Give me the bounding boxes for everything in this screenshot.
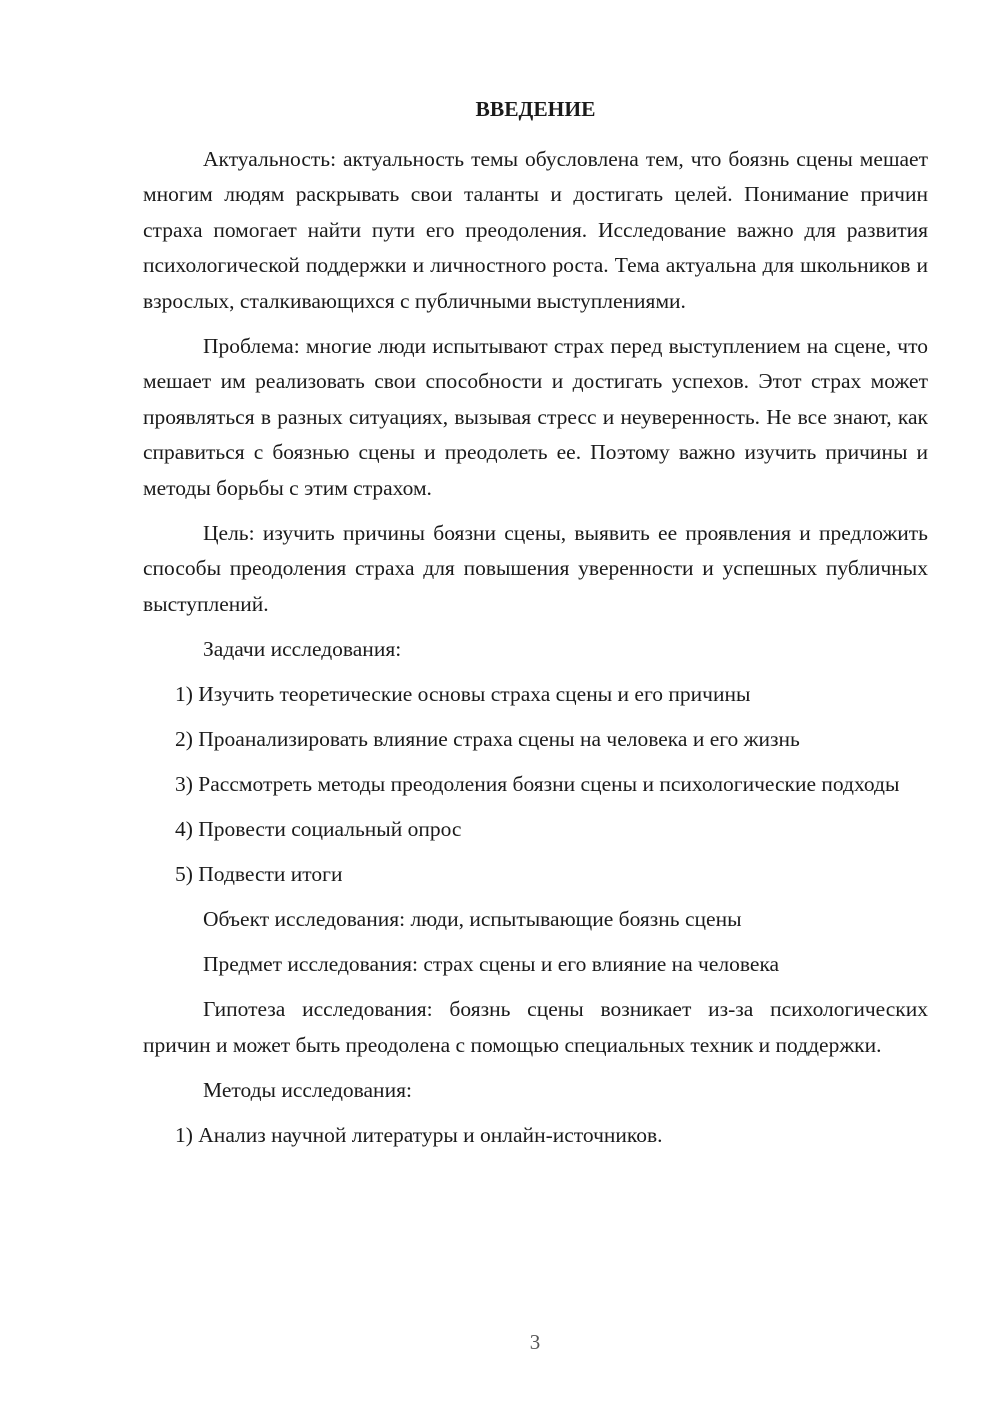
section-title: ВВЕДЕНИЕ	[475, 97, 596, 121]
paragraph-problem: Проблема: многие люди испытывают страх перед выступлением на сцене, что мешает им реализовать свои способности и достигать успехов. Этот страх может проявляться в разных ситуациях, вызывая стресс и неуверенность. Не все знают, как справиться с боязнью сцены и преодолеть ее. Поэтому важно изучить причины и методы борьбы с этим страхом.	[143, 334, 928, 500]
task-item-3: 3) Рассмотреть методы преодоления боязни сцены и психологические подходы	[175, 772, 900, 797]
methods-heading: Методы исследования:	[203, 1078, 412, 1103]
tasks-heading: Задачи исследования:	[203, 637, 402, 662]
task-item-1: 1) Изучить теоретические основы страха сцены и его причины	[175, 682, 751, 707]
paragraph-relevance: Актуальность: актуальность темы обусловлена тем, что боязнь сцены мешает многим людям раскрывать свои таланты и достигать целей. Понимание причин страха помогает найти пути его преодоления. Исследование важно для развития психологической поддержки и личностного роста. Тема актуальна для школьников и взрослых, сталкивающихся с публичными выступлениями.	[143, 147, 928, 313]
method-item-1: 1) Анализ научной литературы и онлайн-источников.	[175, 1123, 663, 1148]
research-object: Объект исследования: люди, испытывающие боязнь сцены	[203, 907, 742, 932]
task-item-2: 2) Проанализировать влияние страха сцены на человека и его жизнь	[175, 727, 800, 752]
research-subject: Предмет исследования: страх сцены и его влияние на человека	[203, 952, 780, 977]
page-number: 3	[529, 1330, 541, 1354]
document-page	[143, 92, 928, 1163]
task-item-5: 5) Подвести итоги	[175, 862, 343, 887]
paragraph-goal: Цель: изучить причины боязни сцены, выявить ее проявления и предложить способы преодоления страха для повышения уверенности и успешных публичных выступлений.	[143, 521, 928, 616]
research-hypothesis: Гипотеза исследования: боязнь сцены возникает из-за психологических причин и может быть преодолена с помощью специальных техник и поддержки.	[143, 997, 928, 1057]
task-item-4: 4) Провести социальный опрос	[175, 817, 462, 842]
